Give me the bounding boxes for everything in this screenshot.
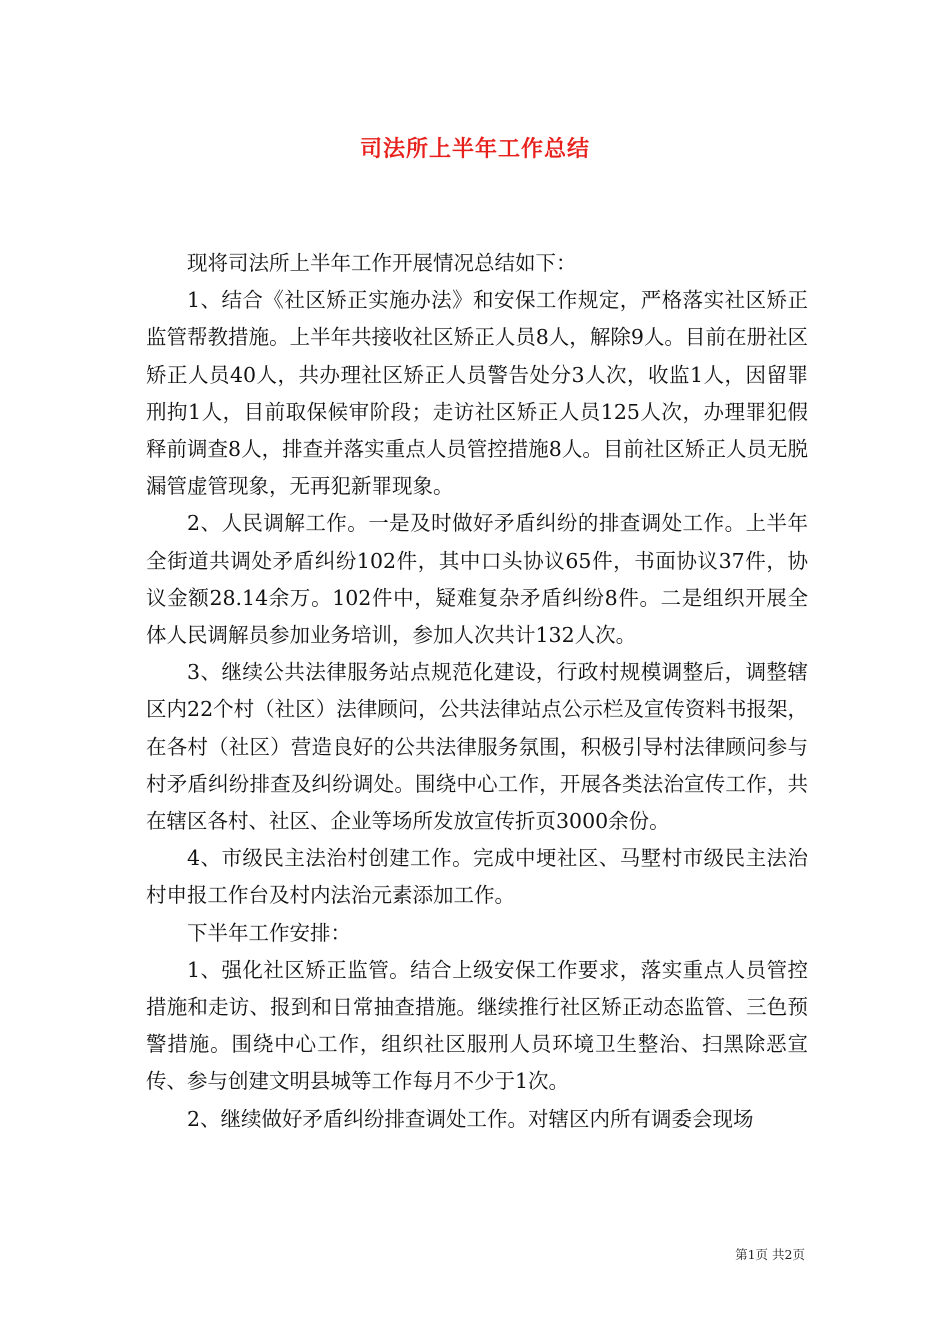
document-title: 司法所上半年工作总结 — [359, 136, 590, 162]
plan-paragraph-1: 1、强化社区矫正监管。结合上级安保工作要求，落实重点人员管控措施和走访、报到和日常抽查措施。继续推行社区矫正动态监管、三色预警措施。围绕中心工作，组织社区服刑人员环境卫生整治、扫黑除恶宣传、参与创建文明县城等工作每月不少于1次。 — [146, 957, 808, 1094]
plan-paragraph-2: 2、继续做好矛盾纠纷排查调处工作。对辖区内所有调委会现场 — [187, 1106, 754, 1131]
page-number-footer: 第1页 共2页 — [735, 1247, 805, 1262]
paragraph-mediation: 2、人民调解工作。一是及时做好矛盾纠纷的排查调处工作。上半年全街道共调处矛盾纠纷102件，其中口头协议65件，书面协议37件，协议金额28.14余万。102件中，疑难复杂矛盾纠纷8件。二是组织开展全体人民调解员参加业务培训，参加人次共计132人次。 — [146, 511, 808, 648]
paragraph-community-correction: 1、结合《社区矫正实施办法》和安保工作规定，严格落实社区矫正监管帮教措施。上半年共接收社区矫正人员8人，解除9人。目前在册社区矫正人员40人，共办理社区矫正人员警告处分3人次，收监1人，因留罪刑拘1人，目前取保候审阶段；走访社区矫正人员125人次，办理罪犯假释前调查8人，排查并落实重点人员管控措施8人。目前社区矫正人员无脱漏管虚管现象，无再犯新罪现象。 — [146, 288, 808, 499]
paragraph-rule-of-law-village: 4、市级民主法治村创建工作。完成中埂社区、马墅村市级民主法治村申报工作台及村内法治元素添加工作。 — [146, 846, 808, 908]
second-half-heading: 下半年工作安排： — [187, 920, 351, 945]
paragraph-legal-service: 3、继续公共法律服务站点规范化建设，行政村规模调整后，调整辖区内22个村（社区）法律顾问，公共法律站点公示栏及宣传资料书报架，在各村（社区）营造良好的公共法律服务氛围，积极引导村法律顾问参与村矛盾纠纷排查及纠纷调处。围绕中心工作，开展各类法治宣传工作，共在辖区各村、社区、企业等场所发放宣传折页3000余份。 — [146, 660, 808, 834]
document-body — [146, 245, 808, 1138]
intro-paragraph: 现将司法所上半年工作开展情况总结如下： — [187, 251, 577, 275]
